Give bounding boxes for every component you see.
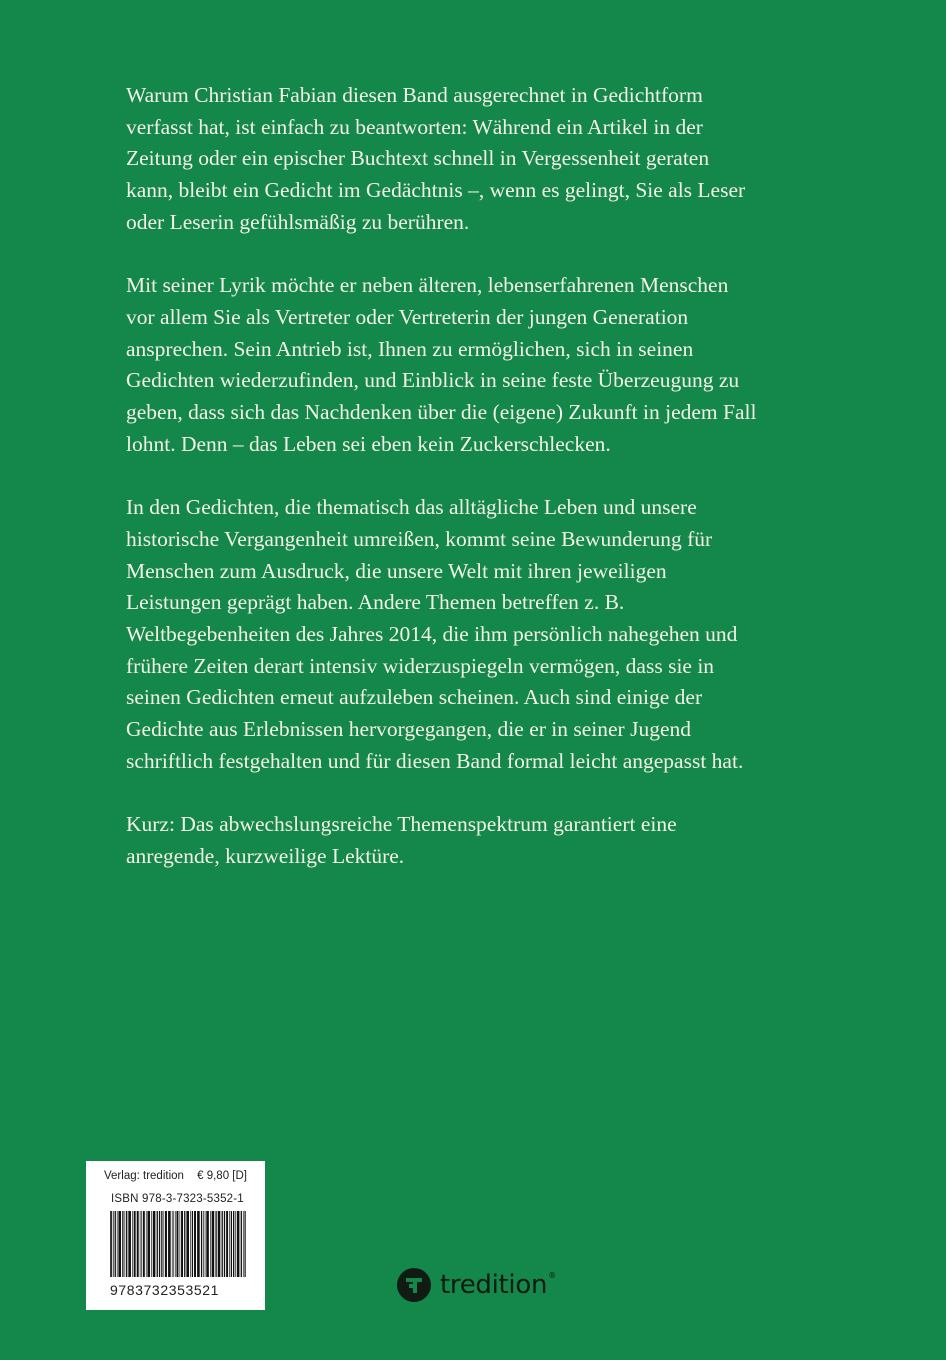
barcode-bar [141,1211,142,1277]
blurb-line: Leistungen geprägt haben. Andere Themen betreffen z. B. [126,590,625,615]
barcode-bar [140,1211,141,1277]
blurb-line: Kurz: Das abwechslungsreiche Themenspektrum garantiert eine [126,812,677,837]
barcode-number: 9783732353521 [110,1282,220,1298]
barcode-bar [117,1211,118,1277]
blurb-line: frühere Zeiten derart intensiv widerzuspiegeln vermögen, dass sie in [126,653,715,678]
isbn-label: ISBN 978-3-7323-5352-1 [111,1193,244,1205]
barcode-bar [153,1211,156,1277]
publisher-label: Verlag: tredition [104,1170,184,1182]
barcode-bar [134,1211,136,1277]
barcode-bar [233,1211,234,1277]
barcode-bar [115,1211,116,1277]
barcode-bar [237,1211,240,1277]
tredition-logo-icon [397,1268,431,1302]
barcode-bar [181,1211,183,1277]
barcode-bar [245,1211,246,1277]
barcode-bar [184,1211,185,1277]
barcode-bar [231,1211,232,1277]
barcode-bar [197,1211,200,1277]
barcode-bar [203,1211,204,1277]
barcode-bar [175,1211,176,1277]
blurb-line: oder Leserin gefühlsmäßig zu berühren. [126,209,470,234]
blurb-paragraph-1 [126,80,826,239]
tredition-wordmark: tredition [440,1270,548,1300]
barcode-bar [229,1211,230,1277]
barcode-bar [172,1211,173,1277]
blurb-line: kann, bleibt ein Gedicht im Gedächtnis –, wenn es gelingt, Sie als Leser [126,178,746,203]
blurb-line: ansprechen. Sein Antrieb ist, Ihnen zu ermöglichen, sich in seinen [126,336,694,361]
barcode-bar [210,1211,211,1277]
blurb-line: Warum Christian Fabian diesen Band ausgerechnet in Gedichtform [126,83,703,107]
barcode-bar [201,1211,202,1277]
barcode-bar [215,1211,216,1277]
blurb-line: Menschen zum Ausdruck, die unsere Welt mit ihren jeweiligen [126,558,667,583]
blurb-line: anregende, kurzweilige Lektüre. [126,843,405,868]
barcode-bar [186,1211,189,1277]
barcode-bar [147,1211,150,1277]
blurb-text [126,80,826,904]
barcode-bar [128,1211,131,1277]
barcode-bar [111,1211,112,1277]
barcode-bar [190,1211,191,1277]
barcode-bar [244,1211,245,1277]
blurb-paragraph-2 [126,270,826,460]
blurb-line: geben, dass sich das Nachdenken über die (eigene) Zukunft in jedem Fall [126,400,757,425]
barcode-bar [173,1211,174,1277]
barcode-bar [126,1211,127,1277]
blurb-line: schriftlich festgehalten und für diesen Band formal leicht angepasst hat. [126,748,744,773]
blurb-line: verfasst hat, ist einfach zu beantworten: Während ein Artikel in der [126,114,703,139]
blurb-line: In den Gedichten, die thematisch das alltägliche Leben und unsere [126,495,697,520]
barcode-bar [165,1211,167,1277]
blurb-line: Weltbegebenheiten des Jahres 2014, die ihm persönlich nahegehen und [126,621,738,646]
blurb-paragraph-4 [126,809,826,872]
barcode-bar [168,1211,171,1277]
barcode-label [86,1161,265,1310]
blurb-line: vor allem Sie als Vertreter oder Vertreterin der jungen Generation [126,304,689,329]
barcode-bar [241,1211,242,1277]
barcode-bar [125,1211,126,1277]
barcode-bar [194,1211,196,1277]
blurb-paragraph-3 [126,492,826,777]
barcode-bars [110,1211,246,1277]
barcode-bar [243,1211,244,1277]
barcode-bar [110,1211,111,1277]
barcode-bar [206,1211,209,1277]
barcode-bar [112,1211,113,1277]
price-label: € 9,80 [D] [197,1170,247,1182]
blurb-line: Gedichten wiederzufinden, und Einblick in seine feste Überzeugung zu [126,368,740,393]
blurb-line: historische Vergangenheit umreißen, kommt seine Bewunderung für [126,526,713,551]
barcode-bar [224,1211,225,1277]
barcode-bar [205,1211,206,1277]
tredition-logo [397,1267,556,1303]
barcode-bar [163,1211,164,1277]
barcode-bar [118,1211,121,1277]
barcode-bar [176,1211,178,1277]
blurb-line: lohnt. Denn – das Leben sei eben kein Zuckerschlecken. [126,431,611,456]
barcode-bar [226,1211,228,1277]
barcode-header [104,1170,247,1182]
barcode-bar [146,1211,147,1277]
barcode-bar [113,1211,114,1277]
barcode-bar [235,1211,236,1277]
barcode-bar [192,1211,193,1277]
barcode-bar [143,1211,145,1277]
barcode-bar [212,1211,215,1277]
barcode-bar [161,1211,162,1277]
blurb-line: Mit seiner Lyrik möchte er neben älteren, lebenserfahrenen Menschen [126,273,729,298]
barcode-bar [137,1211,139,1277]
registered-mark: ® [548,1271,557,1280]
barcode-bar [151,1211,152,1277]
blurb-line: Gedichte aus Erlebnissen hervorgegangen, die er in seiner Jugend [126,717,691,742]
barcode-bar [132,1211,133,1277]
blurb-line: Zeitung oder ein epischer Buchtext schnell in Vergessenheit geraten [126,146,710,171]
barcode-bar [180,1211,181,1277]
barcode-bar [122,1211,123,1277]
barcode-bar [222,1211,223,1277]
barcode-bar [159,1211,160,1277]
barcode-bar [218,1211,221,1277]
blurb-line: seinen Gedichten erneut aufzuleben scheinen. Auch sind einige der [126,685,703,710]
barcode-bar [157,1211,158,1277]
